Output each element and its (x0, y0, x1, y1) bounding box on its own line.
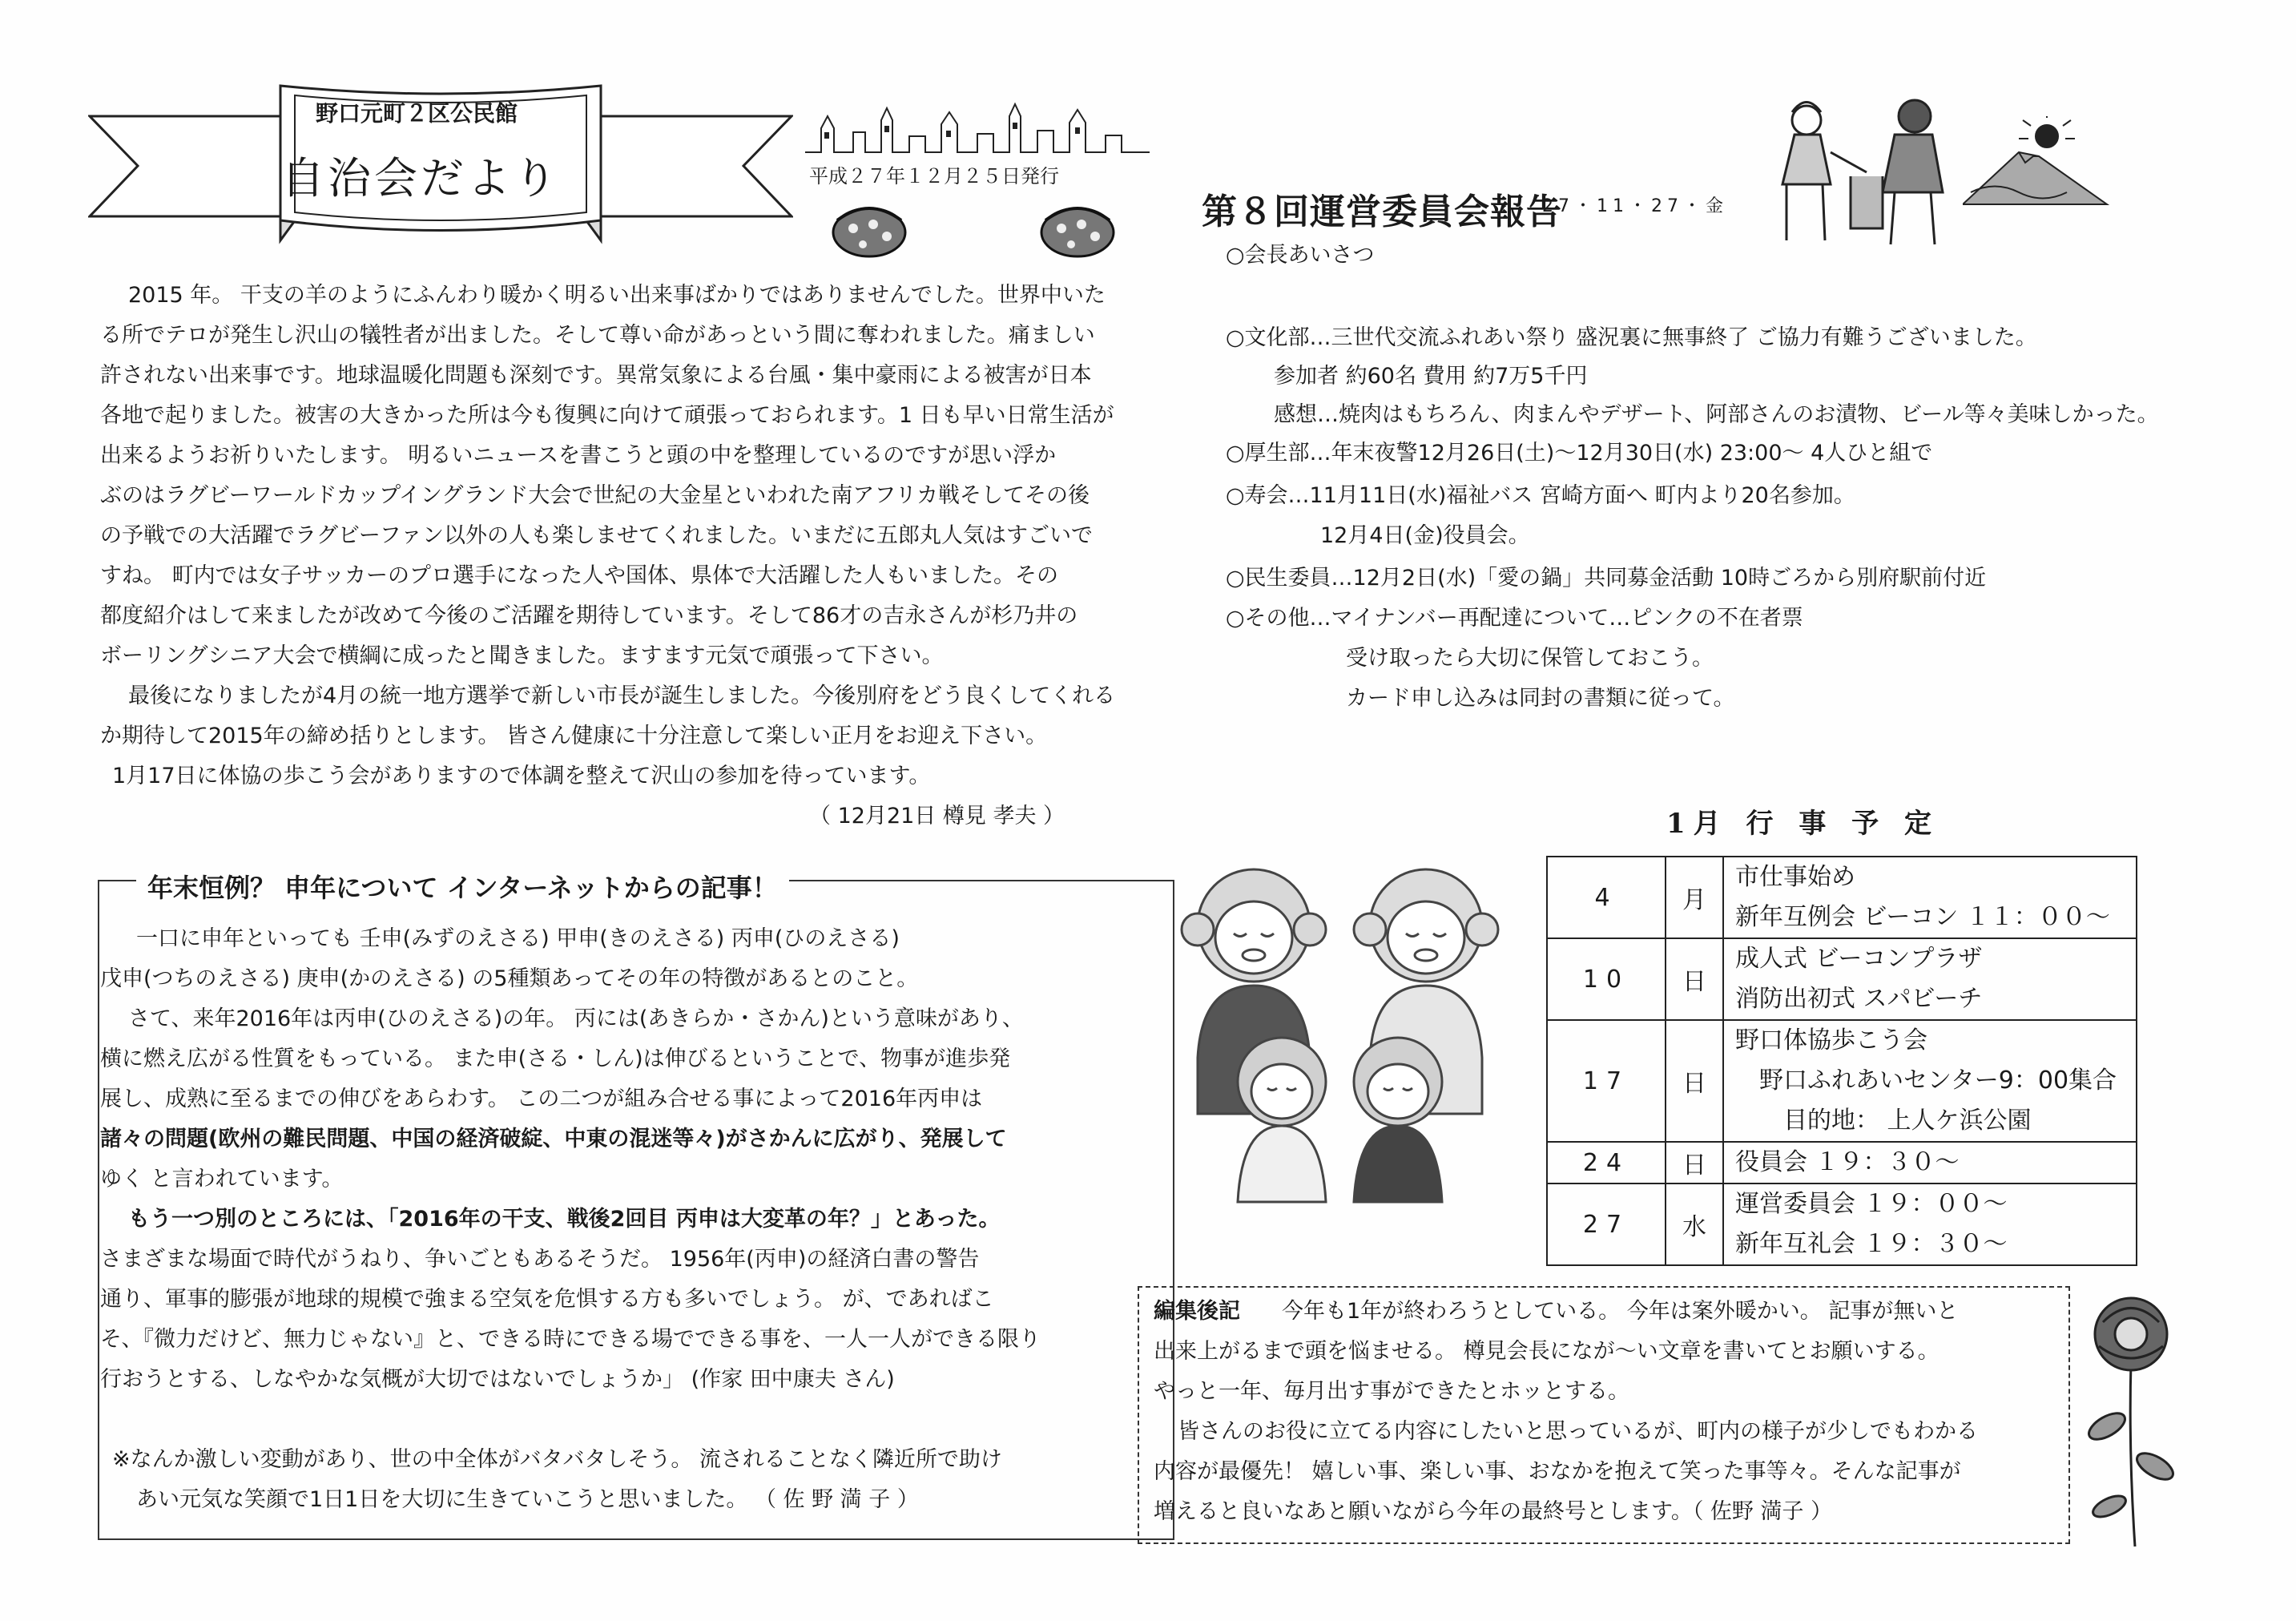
article-line: 展し、成熟に至るまでの伸びをあらわす。 この二つが組み合せる事によって2016年丙申は (100, 1087, 983, 1111)
intro-line: ぶのはラグビーワールドカップイングランド大会で世紀の大金星といわれた南アフリカ戦そしてその後 (100, 483, 1090, 508)
intro-line: ボーリングシニア大会で横綱に成ったと聞きました。ますます元気で頑張って下さい。 (100, 643, 944, 668)
town-skyline-illustration (805, 100, 1150, 156)
schedule-event: 野口体協歩こう会 (1735, 1026, 1927, 1054)
table-row (1547, 938, 2137, 1020)
schedule-events (1723, 1020, 2137, 1142)
schedule-unit: 日 (1666, 1142, 1723, 1183)
decorated-ball-illustration-right (1037, 200, 1118, 260)
article-line: そ、『微力だけど、無力じゃない』と、できる時にできる場でできる事を、一人一人ができる限り (100, 1327, 1041, 1352)
schedule-event: 運営委員会 １９：００～ (1735, 1190, 2008, 1218)
schedule-day: 4 (1547, 857, 1666, 938)
committee-report-date: 27・11・27・金 (1542, 196, 1728, 216)
editor-note-line: 出来上がるまで頭を悩ませる。 樽見会長になが～い文章を書いてとお願いする。 (1154, 1339, 1940, 1364)
intro-line: 各地で起りました。被害の大きかった所は今も復興に向けて頑張っておられます。1 日も早い日常生活が (100, 403, 1114, 428)
schedule-event: 消防出初式 スパビーチ (1735, 985, 1983, 1013)
table-row (1547, 857, 2137, 938)
report-line: 12月4日(金)役員会。 (1320, 523, 1530, 548)
schedule-event: 役員会 １９：３０～ (1735, 1148, 1960, 1176)
intro-line: 出来るようお祈りいたします。 明るいニュースを書こうと頭の中を整理しているのですが思い浮か (100, 443, 1057, 468)
schedule-events (1723, 938, 2137, 1020)
intro-line: 最後になりましたが4月の統一地方選挙で新しい市長が誕生しました。今後別府をどう良くしてくれる (128, 683, 1116, 708)
article-note-line: あい元気な笑顔で1日1日を大切に生きていこうと思いました。 （ 佐 野 満 子 ） (136, 1487, 919, 1512)
schedule-unit: 日 (1666, 1020, 1723, 1142)
article-line: 通り、軍事的膨張が地球的規模で強まる空気を危惧する方も多いでしょう。 が、であればこ (100, 1287, 994, 1312)
article-line: 諸々の問題(欧州の難民問題、中国の経済破綻、中東の混迷等々)がさかんに広がり、発展して (100, 1127, 1007, 1151)
monkey-year-article-title: 年末恒例？ 申年について インターネットからの記事！ (136, 868, 789, 905)
intro-line: 1月17日に体協の歩こう会がありますので体調を整えて沢山の参加を待っています。 (112, 764, 931, 788)
article-line: 行おうとする、しなやかな気概が大切ではないでしょうか」 (作家 田中康夫 さん) (100, 1367, 895, 1392)
committee-report-heading: 第８回運営委員会報告 (1202, 192, 1562, 232)
editor-note-line: 増えると良いなあと願いながら今年の最終号とします。（ 佐野 満子 ） (1154, 1499, 1833, 1524)
report-line: ○文化部…三世代交流ふれあい祭り 盛況裏に無事終了 ご協力有難うございました。 (1226, 325, 2037, 350)
schedule-day: 17 (1547, 1020, 1666, 1142)
report-line: ○民生委員…12月2日(水)「愛の鍋」共同募金活動 10時ごろから別府駅前付近 (1226, 566, 1987, 591)
newsletter-title: 自治会だより (281, 153, 560, 204)
report-line: ○厚生部…年末夜警12月26日(土)～12月30日(水) 23:00～ 4人ひと組で (1226, 441, 1933, 466)
report-line: 感想…焼肉はもちろん、肉まんやデザート、阿部さんのお漬物、ビール等々美味しかった。 (1274, 402, 2159, 427)
schedule-day: 10 (1547, 938, 1666, 1020)
editor-note-line: やっと一年、毎月出す事ができたとホッとする。 (1154, 1379, 1629, 1404)
intro-line: 2015 年。 干支の羊のようにふんわり暖かく明るい出来事ばかりではありませんでした。世界中いた (128, 283, 1106, 308)
intro-line: か期待して2015年の締め括りとします。 皆さん健康に十分注意して楽しい正月をお迎え下さい。 (100, 724, 1048, 748)
schedule-title: 1月 行 事 予 定 (1666, 808, 1940, 840)
intro-signature: （ 12月21日 樽見 孝夫 ） (809, 804, 1065, 829)
schedule-table (1546, 856, 2137, 1266)
article-line: 一口に申年といっても 壬申(みずのえさる) 甲申(きのえさる) 丙申(ひのえさる) (136, 926, 900, 951)
schedule-events (1723, 1183, 2137, 1265)
camellia-flower-illustration (2079, 1290, 2183, 1554)
schedule-unit: 日 (1666, 938, 1723, 1020)
report-line: 参加者 約60名 費用 約7万5千円 (1274, 364, 1588, 389)
editor-note-line: 内容が最優先！ 嬉しい事、楽しい事、おなかを抱えて笑った事等々。そんな記事が (1154, 1459, 1961, 1484)
report-line: ○寿会…11月11日(水)福祉バス 宮崎方面へ 町内より20名参加。 (1226, 483, 1855, 508)
mountain-sunrise-illustration (1963, 116, 2123, 212)
monkey-family-illustration (1170, 849, 1522, 1210)
editor-note-line: 皆さんのお役に立てる内容にしたいと思っているが、町内の様子が少しでもわかる (1178, 1419, 1978, 1444)
schedule-day: 24 (1547, 1142, 1666, 1183)
schedule-day: 27 (1547, 1183, 1666, 1265)
article-line: 横に燃え広がる性質をもっている。 また申(さる・しん)は伸びるということで、物事が進歩発 (100, 1046, 1011, 1071)
article-line: さまざまな場面で時代がうねり、争いごともあるそうだ。 1956年(丙申)の経済白書の警告 (100, 1247, 980, 1272)
schedule-event: 新年互礼会 １９：３０～ (1735, 1230, 2008, 1258)
mochi-pounding-illustration (1762, 88, 1971, 248)
schedule-event: 成人式 ビーコンプラザ (1735, 945, 1983, 973)
schedule-unit: 水 (1666, 1183, 1723, 1265)
schedule-event: 目的地： 上人ケ浜公園 (1783, 1107, 2032, 1135)
article-line: 戊申(つちのえさる) 庚申(かのえさる) の5種類あってその年の特徴があるとのこと。 (100, 966, 919, 991)
schedule-events (1723, 1142, 2137, 1183)
table-row (1547, 1142, 2137, 1183)
intro-line: 都度紹介はして来ましたが改めて今後のご活躍を期待しています。そして86才の吉永さんが杉乃井の (100, 603, 1078, 628)
schedule-event: 野口ふれあいセンター9：00集合 (1759, 1067, 2117, 1095)
report-line: カード申し込みは同封の書類に従って。 (1346, 686, 1735, 711)
table-row (1547, 1020, 2137, 1142)
report-line: ○会長あいさつ (1226, 243, 1375, 268)
schedule-event: 市仕事始め (1735, 863, 1855, 891)
schedule-event: 新年互例会 ビーコン １１：００～ (1735, 903, 2110, 931)
schedule-unit: 月 (1666, 857, 1723, 938)
article-line: ゆく と言われています。 (100, 1167, 344, 1192)
issue-date: 平成２７年１２月２５日発行 (809, 165, 1059, 188)
intro-line: 許されない出来事です。地球温暖化問題も深刻です。異常気象による台風・集中豪雨による被害が日本 (100, 363, 1092, 388)
org-name: 野口元町２区公民館 (315, 100, 518, 127)
schedule-events (1723, 857, 2137, 938)
table-row (1547, 1183, 2137, 1265)
intro-line: すね。 町内では女子サッカーのプロ選手になった人や国体、県体で大活躍した人もいました。その (100, 563, 1059, 588)
decorated-ball-illustration-left (829, 200, 909, 260)
editor-note-line: 今年も1年が終わろうとしている。 今年は案外暖かい。 記事が無いと (1282, 1299, 1959, 1324)
article-line: さて、来年2016年は丙申(ひのえさる)の年。 丙には(あきらか・さかん)という意味があり、 (128, 1006, 1024, 1031)
editor-note-label: 編集後記 (1154, 1299, 1240, 1324)
article-line: もう一つ別のところには、「2016年の干支、戦後2回目 丙申は大変革の年？」とあった。 (128, 1207, 1001, 1232)
report-line: ○その他…マイナンバー再配達について…ピンクの不在者票 (1226, 606, 1803, 631)
report-line: 受け取ったら大切に保管しておこう。 (1346, 646, 1714, 671)
intro-line: の予戦での大活躍でラグビーファン以外の人も楽しませてくれました。いまだに五郎丸人気はすごいで (100, 523, 1094, 548)
article-note-line: ※なんか激しい変動があり、世の中全体がバタバタしそう。 流されることなく隣近所で助け (112, 1447, 1002, 1472)
intro-line: る所でテロが発生し沢山の犠牲者が出ました。そして尊い命があっという間に奪われました。痛ましい (100, 323, 1095, 348)
